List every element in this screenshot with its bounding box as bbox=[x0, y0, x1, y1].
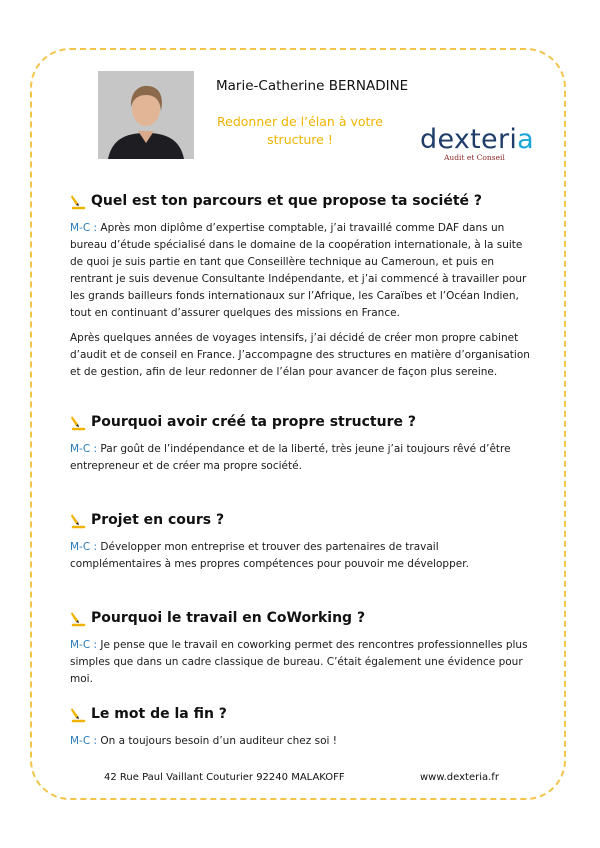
speaker-label: M-C : bbox=[70, 222, 98, 234]
interview-section bbox=[70, 705, 530, 758]
logo-word-main: dexteri bbox=[420, 124, 518, 155]
pencil-icon bbox=[70, 609, 86, 627]
logo-subtitle: Audit et Conseil bbox=[444, 153, 505, 162]
footer-website[interactable]: www.dexteria.fr bbox=[420, 772, 499, 783]
question-text: Quel est ton parcours et que propose ta société ? bbox=[91, 193, 482, 209]
footer-address: 42 Rue Paul Vaillant Couturier 92240 MALAKOFF bbox=[104, 772, 345, 783]
answer-paragraph bbox=[70, 441, 530, 475]
answer-text: Après quelques années de voyages intensifs, j’ai décidé de créer mon propre cabinet d’audit et de conseil en France. J’accompagne des structures en matière d’organisation et de gestion, afin de leur redonner de l’élan pour avancer de façon plus sereine. bbox=[70, 332, 530, 378]
question-text: Pourquoi le travail en CoWorking ? bbox=[91, 610, 366, 626]
question-text: Projet en cours ? bbox=[91, 512, 225, 528]
pencil-icon bbox=[70, 192, 86, 210]
answer-text: Développer mon entreprise et trouver des partenaires de travail complémentaires à mes propres compétences pour pouvoir me développer. bbox=[70, 541, 469, 570]
tagline bbox=[205, 113, 395, 149]
question-text: Pourquoi avoir créé ta propre structure ? bbox=[91, 414, 416, 430]
interviewee-name: Marie-Catherine BERNADINE bbox=[216, 78, 409, 94]
speaker-label: M-C : bbox=[70, 735, 98, 747]
interview-section bbox=[70, 192, 530, 389]
answer-text: On a toujours besoin d’un auditeur chez soi ! bbox=[97, 735, 337, 747]
pencil-icon bbox=[70, 413, 86, 431]
answer-paragraph bbox=[70, 539, 530, 573]
interview-section bbox=[70, 511, 530, 581]
tagline-line-1: Redonner de l’élan à votre bbox=[217, 114, 383, 129]
tagline-line-2: structure ! bbox=[267, 132, 333, 147]
answer-paragraph bbox=[70, 220, 530, 322]
pencil-icon bbox=[70, 511, 86, 529]
question-text: Le mot de la fin ? bbox=[91, 706, 227, 722]
portrait-photo bbox=[98, 71, 194, 159]
answer-paragraph bbox=[70, 733, 530, 750]
interview-section bbox=[70, 413, 530, 483]
logo-wordmark bbox=[420, 124, 535, 155]
question-heading bbox=[70, 192, 530, 210]
speaker-label: M-C : bbox=[70, 639, 98, 651]
interview-section bbox=[70, 609, 530, 696]
question-heading bbox=[70, 705, 530, 723]
speaker-label: M-C : bbox=[70, 541, 98, 553]
answer-text: Je pense que le travail en coworking permet des rencontres professionnelles plus simples que dans un cadre classique de bureau. C’était également une évidence pour moi. bbox=[70, 639, 528, 685]
answer-paragraph bbox=[70, 330, 530, 381]
question-heading bbox=[70, 511, 530, 529]
answer-text: Par goût de l’indépendance et de la liberté, très jeune j’ai toujours rêvé d’être entrepreneur et de créer ma propre société. bbox=[70, 443, 511, 472]
pencil-icon bbox=[70, 705, 86, 723]
speaker-label: M-C : bbox=[70, 443, 98, 455]
answer-text: Après mon diplôme d’expertise comptable, j’ai travaillé comme DAF dans un bureau d’étude spécialisé dans le domaine de la coopération internationale, à la suite de quoi je suis partie en tant que Conseillère technique au Cameroun, et puis en rentrant je suis devenue Consultante Indépendante, et j’ai commencé à travailler pour les grands bailleurs fonds internationaux sur l’Afrique, les Caraïbes et l’Océan Indien, tout en continuant d’assurer quelques des missions en France. bbox=[70, 222, 527, 319]
question-heading bbox=[70, 609, 530, 627]
logo-word-accent: a bbox=[517, 124, 535, 155]
dexteria-logo bbox=[420, 124, 535, 162]
question-heading bbox=[70, 413, 530, 431]
answer-paragraph bbox=[70, 637, 530, 688]
